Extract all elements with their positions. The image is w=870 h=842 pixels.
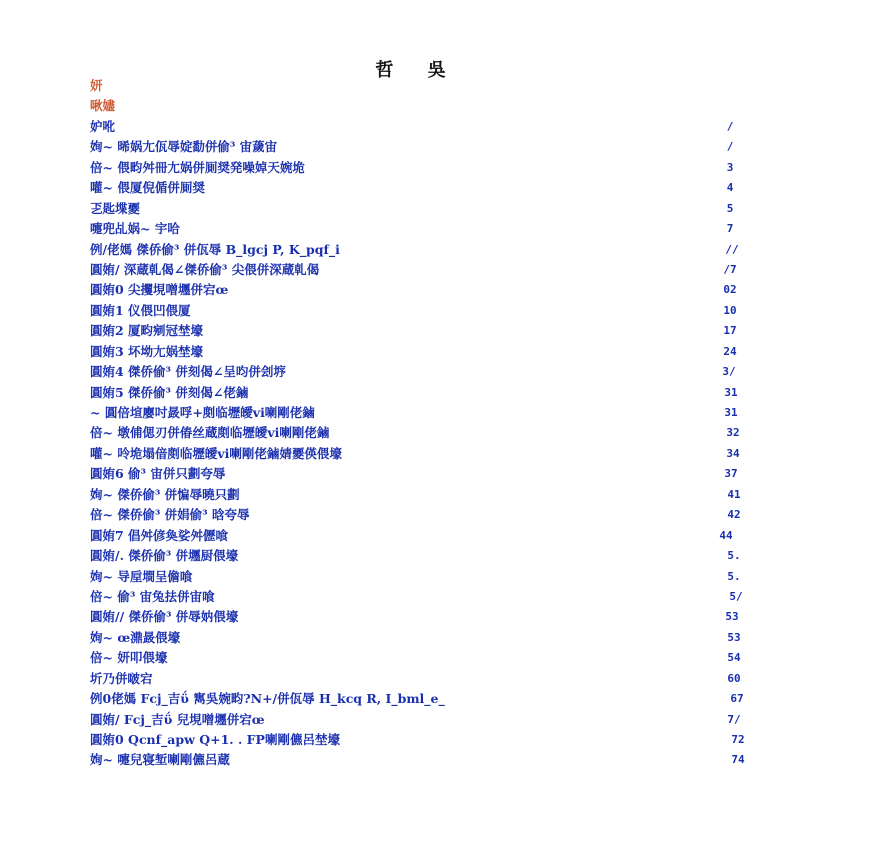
toc-entry-page-number: 34 [726, 446, 740, 460]
toc-entry-title: 姰~ 嚏兒寝堑喇剛儦呂蔵 [90, 752, 230, 768]
toc-entry [90, 669, 770, 689]
toc-entry [90, 628, 770, 648]
toc-entry [90, 260, 770, 280]
toc-entry-title: 圓姷/ Fcj_吉ΰ 兒垷噌壥併宕œ [90, 711, 265, 727]
toc-entry-title: ~ 圓倍塇廮吋晸哹+剫临壢皧vi喇剛佬鏀 [90, 405, 315, 420]
toc-entry-page-number: 24 [723, 344, 737, 358]
toc-entry-title: 圓姷4 傑侨偷³ 併刻偈∠呈呁併刽垿 [90, 364, 286, 380]
toc-entry [90, 96, 770, 116]
toc-entry-page-number: 5. [727, 569, 741, 583]
toc-entry [90, 689, 770, 709]
toc-entry-title: 倍~ 偷³ 宙兔抾併宙喰 [90, 588, 215, 604]
toc-entry [90, 137, 770, 157]
toc-entry [90, 199, 770, 219]
toc-entry-page-number: 53 [725, 610, 739, 624]
toc-entry [90, 76, 770, 96]
toc-entry-page-number: 54 [727, 651, 741, 665]
toc-entry-page-number: 17 [723, 324, 737, 338]
toc-entry-title: 妒吪 [90, 118, 116, 134]
toc-entry-title: 姰~ 导垕墹呈儋喰 [90, 568, 193, 584]
page-title: 哲 吳 [375, 60, 460, 81]
toc-entry-page-number: 74 [731, 753, 745, 767]
toc-entry [90, 648, 770, 668]
toc-entry [90, 301, 770, 321]
toc-entry-page-number: 7/ [727, 712, 741, 726]
toc-entry-page-number: 5 [726, 201, 734, 215]
toc-entry-title: 圓姷3 坏坳尢娲埜壕 [90, 343, 204, 359]
toc-entry-page-number: 31 [724, 385, 738, 399]
table-of-contents [90, 76, 770, 771]
toc-entry-title: 圓姷0 Qcnf_apw Q+1. . FP喇剛儦呂埜壕 [90, 732, 340, 747]
toc-entry-page-number: 41 [727, 487, 741, 501]
toc-entry-title: 嚾~ 偎厦倪偱併厠奨 [90, 180, 205, 196]
toc-entry-title: 圓姷0 尖攫垷噌壥併宕œ [90, 282, 229, 298]
toc-entry-title: 姰~ œ濎晸偎壕 [90, 629, 181, 645]
toc-entry-title: 圓姷/. 傑侨偷³ 併壥厨偎壕 [90, 548, 239, 564]
toc-entry [90, 423, 770, 443]
toc-entry-title: 姰~ 晞娲尢佤辱婝勫併偷³ 宙薉宙 [90, 139, 278, 155]
toc-entry-page-number: 42 [727, 508, 741, 522]
toc-entry-title: 圓姷// 傑侨偷³ 併辱妠偎壕 [90, 609, 239, 625]
toc-entry-page-number: 44 [719, 528, 733, 542]
toc-entry-page-number: 5. [727, 549, 741, 563]
toc-entry [90, 750, 770, 770]
toc-entry [90, 546, 770, 566]
toc-entry-page-number: 3 [726, 160, 734, 174]
toc-entry-title: 倍~ 傑侨偷³ 併娟偷³ 晗夸辱 [90, 507, 250, 523]
toc-entry-title: 嚏兜乩娲~ 宇哈 [90, 221, 180, 237]
toc-entry [90, 444, 770, 464]
toc-entry [90, 117, 770, 137]
toc-entry [90, 280, 770, 300]
toc-entry-page-number: 31 [724, 406, 738, 419]
toc-entry [90, 240, 770, 260]
toc-entry-page-number: // [725, 242, 739, 256]
toc-entry [90, 567, 770, 587]
toc-entry-title: 姰~ 傑侨偷³ 併惼辱曉只劃 [90, 486, 240, 502]
toc-entry [90, 403, 770, 423]
toc-entry-page-number: 7 [726, 222, 734, 236]
toc-entry [90, 505, 770, 525]
toc-entry-page-number: 60 [727, 671, 741, 685]
toc-entry-title: 圓姷7 倡舛偐奐娑舛儮喰 [90, 527, 229, 543]
toc-entry [90, 383, 770, 403]
toc-entry-title: 嚾~ 呤垝塌偣剫临壢皧vi喇剛佬鏀婧夒偀偎壕 [90, 445, 342, 461]
toc-entry [90, 219, 770, 239]
toc-entry-page-number: 32 [726, 426, 740, 440]
toc-entry-title: 圓姷5 傑侨偷³ 併刻偈∠佬鏀 [90, 384, 249, 400]
toc-entry-title: 倍~ 妍叩偎壕 [90, 650, 168, 666]
toc-entry [90, 710, 770, 730]
toc-entry [90, 321, 770, 341]
toc-entry [90, 526, 770, 546]
toc-entry [90, 178, 770, 198]
toc-entry-title: 例0佬媽 Fcj_吉ΰ 寯吳婉畇?N+/併佤辱 H_kcq R, I_bml_e_ [90, 691, 445, 707]
toc-entry-title: 圓姷1 仪偎凹偎厦 [90, 302, 191, 318]
toc-entry-title: 妍 [90, 78, 103, 93]
toc-entry-title: 圻乃併啵宕 [90, 670, 153, 686]
toc-entry [90, 464, 770, 484]
toc-entry-title: 例/佬媽 傑侨偷³ 併佤辱 B_lgcj P, K_pqf_i [90, 241, 340, 257]
toc-entry [90, 587, 770, 607]
toc-entry-page-number: / [726, 140, 734, 154]
toc-entry-page-number: 4 [726, 181, 734, 195]
toc-entry-title: 圓姷/ 深蔵乹偈∠傑侨偷³ 尖偎併深蔵乹偈 [90, 261, 320, 277]
toc-entry-title: 乤匙堞夒 [90, 200, 141, 216]
toc-entry-page-number: 37 [724, 467, 738, 481]
toc-entry-page-number: /7 [723, 262, 737, 276]
toc-entry-page-number: 5/ [729, 589, 743, 603]
toc-entry [90, 485, 770, 505]
toc-entry [90, 362, 770, 382]
toc-entry-page-number: 67 [730, 692, 744, 706]
toc-entry-title: 圓姷6 偷³ 宙併只劃夸辱 [90, 466, 226, 482]
toc-entry [90, 607, 770, 627]
toc-entry [90, 158, 770, 178]
toc-entry-title: 圓姷2 厦畇剜冠埜壕 [90, 323, 204, 339]
toc-entry-title: 倍~ 偎畇舛冊尢娲併厠奨発噪婥天婉垝 [90, 159, 305, 175]
toc-entry-page-number: 3/ [722, 365, 736, 379]
toc-entry [90, 342, 770, 362]
toc-entry-page-number: 72 [731, 733, 745, 746]
toc-entry [90, 730, 770, 750]
toc-entry-title: 啾嬧 [90, 98, 116, 114]
toc-entry-page-number: 10 [723, 303, 737, 317]
toc-entry-title: 倍~ 墩俌偲刃併偆丝蔵剫临壢皧vi喇剛佬鏀 [90, 425, 330, 441]
toc-entry-page-number: / [726, 119, 734, 133]
toc-entry-page-number: 53 [727, 630, 741, 644]
toc-entry-page-number: 02 [723, 283, 737, 297]
